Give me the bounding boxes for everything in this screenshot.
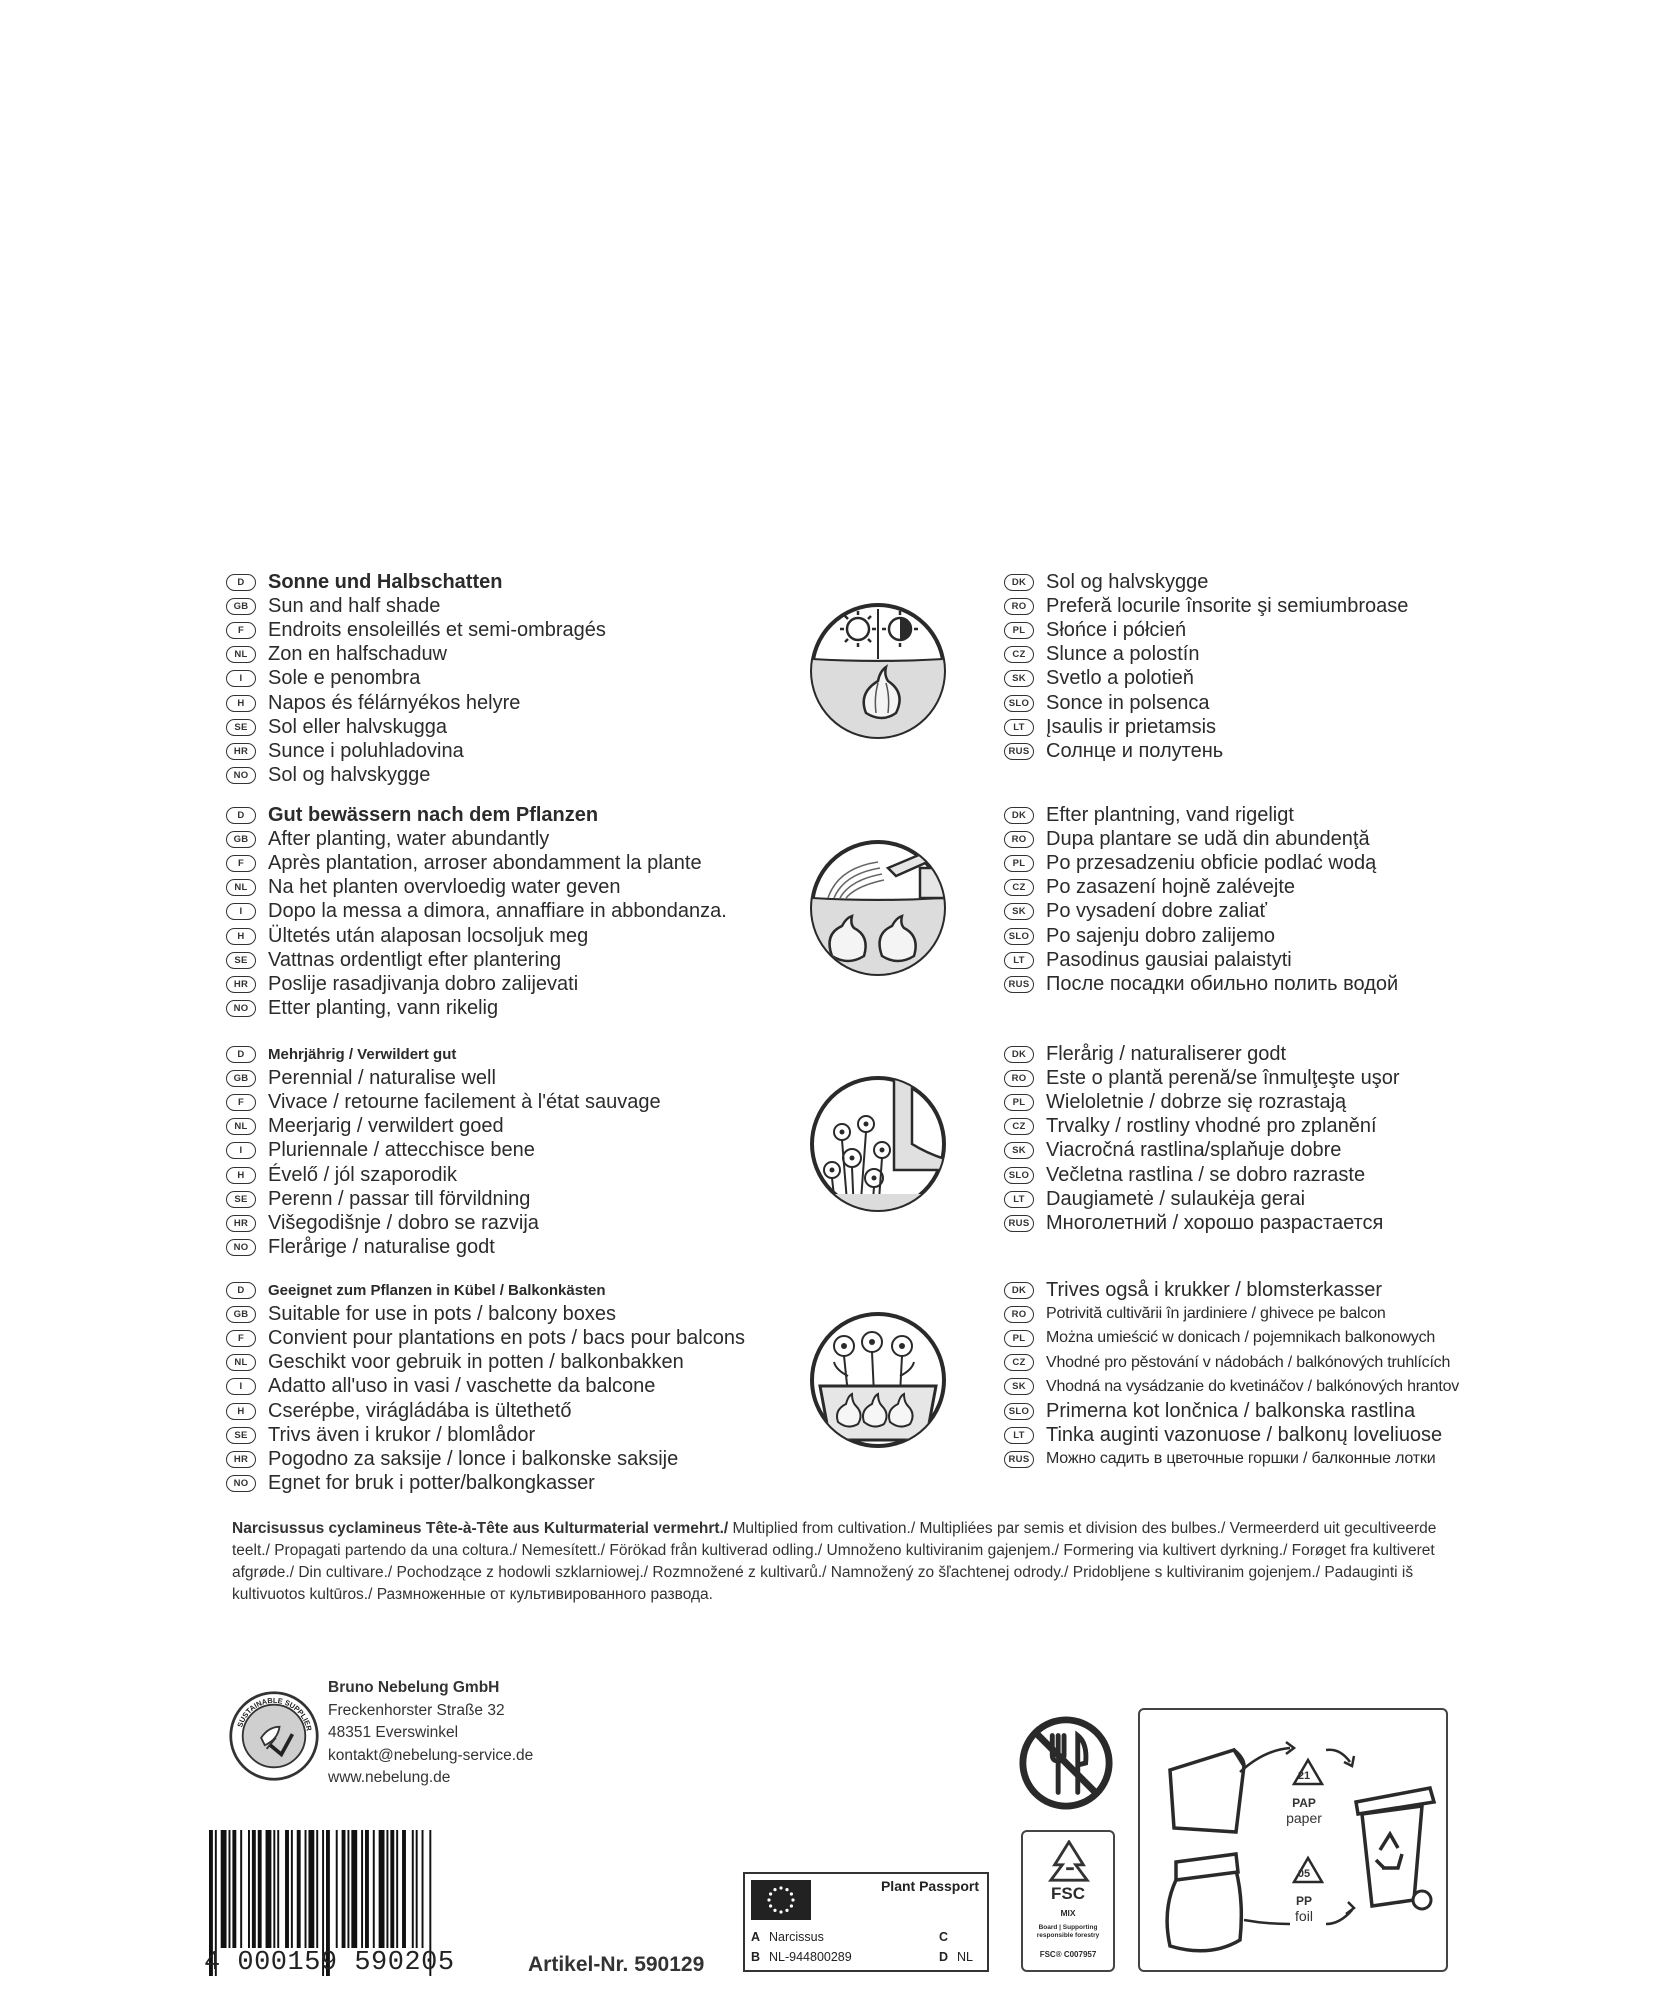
instruction-line — [226, 1375, 806, 1399]
instruction-text: Sol eller halvskugga — [268, 715, 447, 738]
instruction-text: Slunce a polostín — [1046, 643, 1200, 666]
language-badge: D — [226, 1282, 256, 1299]
cultivation-bold: Narcisussus cyclamineus Tête-à-Tête aus Kulturmaterial vermehrt./ — [232, 1520, 729, 1537]
language-badge: RO — [1004, 598, 1034, 615]
barcode-bar — [416, 1830, 418, 1948]
barcode-bar — [396, 1830, 398, 1948]
language-badge: PL — [1004, 855, 1034, 872]
instruction-line — [1004, 803, 1474, 827]
instruction-line — [1004, 594, 1474, 618]
language-badge: NL — [226, 1118, 256, 1135]
instruction-text: Efter plantning, vand rigeligt — [1046, 803, 1294, 826]
language-badge: PL — [1004, 1094, 1034, 1111]
language-badge: SLO — [1004, 695, 1034, 712]
instruction-line — [1004, 851, 1474, 875]
barcode-bar — [266, 1830, 272, 1948]
language-badge: PL — [1004, 622, 1034, 639]
language-badge: F — [226, 622, 256, 639]
language-badge: SE — [226, 1191, 256, 1208]
instruction-text: Sun and half shade — [268, 594, 441, 617]
barcode-bar — [277, 1830, 279, 1948]
fsc-mix: MIX — [1060, 1908, 1076, 1918]
instruction-text: Po przesadzeniu obficie podlać wodą — [1046, 851, 1377, 874]
instruction-text: Trivs även i krukor / blomlådor — [268, 1423, 536, 1446]
instruction-text: Este o plantă perenă/se înmulţeşte uşor — [1046, 1066, 1400, 1089]
language-badge: D — [226, 1046, 256, 1063]
company-email[interactable]: kontakt@nebelung-service.de — [328, 1746, 534, 1764]
pots-section-left — [226, 1278, 806, 1496]
seal-text: SUSTAINABLE SUPPLIER — [235, 1695, 314, 1732]
barcode-bar — [316, 1830, 318, 1948]
barcode-bar — [422, 1830, 424, 1948]
barcode-bar — [308, 1830, 314, 1948]
language-badge: RUS — [1004, 976, 1034, 993]
instruction-line — [226, 876, 806, 900]
instruction-line — [1004, 1163, 1474, 1187]
sun-section-right — [1004, 570, 1474, 764]
barcode-bar — [365, 1830, 369, 1948]
instruction-line — [226, 1139, 806, 1163]
language-badge: SK — [1004, 670, 1034, 687]
instruction-text: Egnet for bruk i potter/balkongkasser — [268, 1472, 595, 1495]
language-badge: DK — [1004, 1046, 1034, 1063]
fsc-logo-text: FSC — [1051, 1884, 1085, 1903]
instruction-text: Po vysadení dobre zaliať — [1046, 900, 1267, 923]
instruction-line — [226, 827, 806, 851]
instruction-line — [1004, 1066, 1474, 1090]
instruction-line — [226, 851, 806, 875]
barcode-bar — [240, 1830, 242, 1948]
barcode-bar — [285, 1830, 289, 1948]
language-badge: I — [226, 1142, 256, 1159]
company-city: 48351 Everswinkel — [328, 1724, 459, 1741]
sun-section-left — [226, 570, 806, 788]
instruction-line — [1004, 1278, 1474, 1302]
pp-code: PP — [1295, 1894, 1312, 1908]
language-badge: SLO — [1004, 1167, 1034, 1184]
language-badge: D — [226, 574, 256, 591]
instruction-text: Sol og halvskygge — [268, 764, 431, 787]
instruction-text: Geeignet zum Pflanzen in Kübel / Balkonkästen — [268, 1281, 606, 1299]
instruction-text: Flerårig / naturaliserer godt — [1046, 1042, 1287, 1065]
instruction-text: Perennial / naturalise well — [268, 1066, 496, 1089]
instruction-text: Perenn / passar till förvildning — [268, 1187, 531, 1210]
pot-planting-icon — [808, 1310, 948, 1450]
instruction-text: Słońce i półcień — [1046, 618, 1187, 641]
language-badge: CZ — [1004, 1118, 1034, 1135]
instruction-line — [226, 1326, 806, 1350]
instruction-line — [226, 1302, 806, 1326]
language-badge: CZ — [1004, 1354, 1034, 1371]
instruction-line — [1004, 827, 1474, 851]
instruction-line — [226, 1090, 806, 1114]
not-food-icon — [1017, 1714, 1115, 1812]
plant-passport-title: Plant Passport — [880, 1878, 979, 1894]
instruction-text: После посадки обильно полить водой — [1046, 972, 1399, 995]
instruction-text: Geschikt voor gebruik in potten / balkonbakken — [268, 1351, 684, 1374]
language-badge: D — [226, 807, 256, 824]
instruction-text: Meerjarig / verwildert goed — [268, 1115, 504, 1138]
instruction-line — [1004, 900, 1474, 924]
barcode-digits: 4 000159 590205 — [204, 1948, 455, 1978]
language-badge: CZ — [1004, 879, 1034, 896]
instruction-line — [1004, 715, 1474, 739]
barcode-bar — [229, 1830, 231, 1948]
language-badge: DK — [1004, 1282, 1034, 1299]
instruction-text: Sole e penombra — [268, 667, 421, 690]
language-badge: GB — [226, 1306, 256, 1323]
barcode-bar — [386, 1830, 388, 1948]
language-badge: LT — [1004, 719, 1034, 736]
instruction-line — [1004, 570, 1474, 594]
passport-a-label: A — [751, 1930, 761, 1944]
watering-can-icon — [808, 838, 948, 978]
instruction-text: Vhodné pro pěstování v nádobách / balkónových truhlících — [1046, 1353, 1451, 1371]
instruction-text: Можно садить в цветочные горшки / балконные лотки — [1046, 1450, 1436, 1468]
recycling-graphic — [1140, 1710, 1446, 1970]
instruction-line — [1004, 1423, 1474, 1447]
instruction-line — [226, 1042, 806, 1066]
instruction-text: Vhodná na vysádzanie do kvetináčov / balkónových hrantov — [1046, 1377, 1460, 1395]
instruction-text: Trvalky / rostliny vhodné pro zplanění — [1046, 1115, 1377, 1138]
language-badge: H — [226, 928, 256, 945]
language-badge: CZ — [1004, 646, 1034, 663]
pp-number: 05 — [1297, 1868, 1311, 1880]
barcode-bar — [379, 1830, 385, 1948]
instruction-text: Można umieścić w donicach / pojemnikach balkonowych — [1046, 1329, 1436, 1347]
instruction-line — [226, 691, 806, 715]
passport-b-value: NL-944800289 — [769, 1950, 852, 1964]
instruction-text: Pogodno za saksije / lonce i balkonske saksije — [268, 1447, 679, 1470]
instruction-text: Etter planting, vann rikelig — [268, 997, 499, 1020]
instruction-line — [1004, 1326, 1474, 1350]
instruction-text: Primerna kot lončnica / balkonska rastlina — [1046, 1399, 1416, 1422]
instruction-line — [1004, 876, 1474, 900]
instruction-text: Endroits ensoleillés et semi-ombragés — [268, 618, 606, 641]
instruction-text: Gut bewässern nach dem Pflanzen — [268, 803, 599, 826]
language-badge: NO — [226, 1475, 256, 1492]
instruction-line — [1004, 1211, 1474, 1235]
fsc-tree-icon — [1045, 1840, 1093, 1884]
plant-passport — [743, 1872, 989, 1972]
sustainable-supplier-seal — [228, 1690, 320, 1782]
language-badge: SK — [1004, 903, 1034, 920]
language-badge: PL — [1004, 1330, 1034, 1347]
instruction-line — [1004, 1375, 1474, 1399]
language-badge: DK — [1004, 807, 1034, 824]
language-badge: LT — [1004, 952, 1034, 969]
fsc-label — [1021, 1830, 1115, 1972]
instruction-line — [226, 972, 806, 996]
company-name: Bruno Nebelung GmbH — [328, 1679, 500, 1696]
instruction-line — [1004, 1042, 1474, 1066]
company-address — [328, 1677, 533, 1790]
barcode-bar — [373, 1830, 375, 1948]
language-badge: SLO — [1004, 1403, 1034, 1420]
language-badge: RO — [1004, 831, 1034, 848]
instruction-line — [226, 1472, 806, 1496]
instruction-text: Po sajenju dobro zalijemo — [1046, 924, 1276, 947]
instruction-text: Preferă locurile însorite şi semiumbroase — [1046, 594, 1409, 617]
language-badge: I — [226, 670, 256, 687]
fsc-description: Board | Supporting responsible forestry — [1036, 1924, 1100, 1939]
article-number: Artikel-Nr. 590129 — [528, 1953, 705, 1976]
language-badge: F — [226, 1330, 256, 1347]
instruction-text: Večletna rastlina / se dobro razraste — [1046, 1163, 1366, 1186]
instruction-text: Après plantation, arroser abondamment la plante — [268, 851, 702, 874]
language-badge: HR — [226, 1451, 256, 1468]
instruction-line — [226, 1351, 806, 1375]
language-badge: SK — [1004, 1378, 1034, 1395]
fsc-code: FSC® C007957 — [1039, 1950, 1097, 1959]
language-badge: HR — [226, 976, 256, 993]
instruction-text: Sol og halvskygge — [1046, 570, 1209, 593]
barcode-bar — [258, 1830, 262, 1948]
instruction-line — [226, 715, 806, 739]
barcode-bar — [252, 1830, 256, 1948]
instruction-line — [226, 643, 806, 667]
water-section-left — [226, 803, 806, 1021]
instruction-text: Sonne und Halbschatten — [268, 570, 503, 593]
barcode-bar — [351, 1830, 357, 1948]
language-badge: NL — [226, 1354, 256, 1371]
instruction-line — [1004, 972, 1474, 996]
instruction-text: Flerårige / naturalise godt — [268, 1236, 495, 1259]
instruction-text: Svetlo a polotieň — [1046, 667, 1194, 690]
instruction-text: Pluriennale / attecchisce bene — [268, 1139, 535, 1162]
passport-row-b — [751, 1950, 852, 1964]
passport-c-label: C — [939, 1930, 949, 1944]
instruction-line — [226, 924, 806, 948]
barcode-bar — [342, 1830, 346, 1948]
water-section-right — [1004, 803, 1474, 997]
instruction-line — [1004, 739, 1474, 763]
language-badge: RUS — [1004, 1451, 1034, 1468]
recycling-info — [1138, 1708, 1448, 1972]
instruction-line — [226, 739, 806, 763]
company-website[interactable]: www.nebelung.de — [328, 1769, 451, 1786]
instruction-line — [1004, 1351, 1474, 1375]
instruction-text: Многолетний / хорошо разрастается — [1046, 1211, 1384, 1234]
instruction-text: Napos és félárnyékos helyre — [268, 691, 521, 714]
barcode-bar — [221, 1830, 227, 1948]
instruction-line — [226, 618, 806, 642]
language-badge: H — [226, 695, 256, 712]
instruction-text: Sunce i poluhladovina — [268, 739, 464, 762]
instruction-line — [1004, 643, 1474, 667]
passport-b-label: B — [751, 1950, 761, 1964]
sun-half-shade-icon — [808, 601, 948, 741]
pap-number: 21 — [1297, 1770, 1311, 1782]
barcode-bar — [402, 1830, 406, 1948]
language-badge: NL — [226, 646, 256, 663]
perennial-section-left — [226, 1042, 806, 1260]
instruction-text: Mehrjährig / Verwildert gut — [268, 1045, 457, 1063]
instruction-text: Trives også i krukker / blomsterkasser — [1046, 1278, 1383, 1301]
barcode-bar — [291, 1830, 293, 1948]
eu-flag-icon — [751, 1880, 811, 1920]
language-badge: F — [226, 855, 256, 872]
language-badge: HR — [226, 1215, 256, 1232]
language-badge: LT — [1004, 1427, 1034, 1444]
perennial-section-right — [1004, 1042, 1474, 1236]
instruction-text: Vivace / retourne facilement à l'état sauvage — [268, 1090, 661, 1113]
instruction-text: Daugiametė / sulaukėja gerai — [1046, 1187, 1306, 1210]
instruction-line — [226, 1423, 806, 1447]
instruction-text: Adatto all'uso in vasi / vaschette da balcone — [268, 1375, 656, 1398]
cultivation-notice — [232, 1518, 1452, 1606]
barcode-bar — [248, 1830, 250, 1948]
language-badge: RUS — [1004, 743, 1034, 760]
pap-word: paper — [1286, 1810, 1322, 1826]
instruction-line — [226, 1236, 806, 1260]
instruction-line — [1004, 691, 1474, 715]
language-badge: SLO — [1004, 928, 1034, 945]
barcode-bar — [361, 1830, 363, 1948]
instruction-text: Įsaulis ir prietamsis — [1046, 715, 1217, 738]
barcode-bar — [273, 1830, 275, 1948]
instruction-line — [1004, 1302, 1474, 1326]
instruction-text: Potrivită cultivării în jardiniere / ghivece pe balcon — [1046, 1305, 1386, 1323]
instruction-line — [226, 594, 806, 618]
instruction-text: Suitable for use in pots / balcony boxes — [268, 1302, 616, 1325]
language-badge: SK — [1004, 1142, 1034, 1159]
language-badge: H — [226, 1167, 256, 1184]
language-badge: GB — [226, 831, 256, 848]
instruction-line — [226, 764, 806, 788]
language-badge: GB — [226, 598, 256, 615]
language-badge: I — [226, 903, 256, 920]
language-badge: F — [226, 1094, 256, 1111]
instruction-text: Vattnas ordentligt efter plantering — [268, 948, 562, 971]
language-badge: SE — [226, 719, 256, 736]
instruction-line — [1004, 618, 1474, 642]
barcode-bar — [336, 1830, 338, 1948]
language-badge: RO — [1004, 1306, 1034, 1323]
instruction-line — [226, 1187, 806, 1211]
instruction-line — [1004, 1115, 1474, 1139]
barcode-bar — [232, 1830, 236, 1948]
instruction-line — [226, 1447, 806, 1471]
barcode-bar — [412, 1830, 414, 1948]
language-badge: GB — [226, 1070, 256, 1087]
barcode-bar — [347, 1830, 349, 1948]
perennial-flowers-icon — [808, 1074, 948, 1214]
instruction-line — [226, 900, 806, 924]
instruction-text: Viacročná rastlina/splaňuje dobre — [1046, 1139, 1342, 1162]
instruction-text: Dopo la messa a dimora, annaffiare in abbondanza. — [268, 900, 727, 923]
language-badge: RUS — [1004, 1215, 1034, 1232]
instruction-text: Sonce in polsenca — [1046, 691, 1210, 714]
instruction-text: Višegodišnje / dobro se razvija — [268, 1211, 539, 1234]
cultivation-rest: Multiplied from cultivation./ Multipliées par semis et division des bulbes./ Vermeerderd uit gecultiveerde teelt./ Propagati partendo da una coltura./ Nemesített./ Förökad från kultiverad odling./ Umnoženo kultiviranim gajenjem./ Formering via kultivert dyrkning./ Forøget fra kultiveret afgrøde./ Din cultivare./ Pochodzące z hodowli szklarniowej./ Rozmnožené z kultivarů./ Namnožený zo šľachtenej odrody./ Pridobljene s kultiviranim gojenjem./ Padauginti iš kultivuotos kultūros./ Размноженные от культивированного развода. — [232, 1520, 1437, 1603]
instruction-text: Солнце и полутень — [1046, 739, 1224, 762]
instruction-line — [226, 997, 806, 1021]
instruction-line — [1004, 948, 1474, 972]
instruction-line — [226, 1211, 806, 1235]
language-badge: HR — [226, 743, 256, 760]
instruction-text: Wieloletnie / dobrze się rozrastają — [1046, 1090, 1347, 1113]
passport-d-label: D — [939, 1950, 949, 1964]
language-badge: SE — [226, 1427, 256, 1444]
language-badge: H — [226, 1403, 256, 1420]
language-badge: DK — [1004, 574, 1034, 591]
instruction-text: Convient pour plantations en pots / bacs pour balcons — [268, 1326, 745, 1349]
company-street: Freckenhorster Straße 32 — [328, 1701, 505, 1719]
instruction-line — [226, 948, 806, 972]
instruction-text: Zon en halfschaduw — [268, 643, 448, 666]
language-badge: NO — [226, 1239, 256, 1256]
instruction-line — [226, 1115, 806, 1139]
instruction-line — [1004, 1447, 1474, 1471]
instruction-line — [226, 1278, 806, 1302]
instruction-line — [1004, 1187, 1474, 1211]
language-badge: RO — [1004, 1070, 1034, 1087]
instruction-line — [226, 1163, 806, 1187]
instruction-line — [1004, 667, 1474, 691]
language-badge: NO — [226, 767, 256, 784]
barcode-bar — [305, 1830, 307, 1948]
language-badge: LT — [1004, 1191, 1034, 1208]
language-badge: NO — [226, 1000, 256, 1017]
language-badge: NL — [226, 879, 256, 896]
instruction-line — [1004, 924, 1474, 948]
language-badge: I — [226, 1378, 256, 1395]
instruction-line — [226, 570, 806, 594]
language-badge: SE — [226, 952, 256, 969]
passport-row-a — [751, 1930, 824, 1944]
instruction-text: Poslije rasadjivanja dobro zalijevati — [268, 972, 579, 995]
passport-row-c — [939, 1930, 957, 1944]
instruction-line — [226, 1066, 806, 1090]
instruction-text: Po zasazení hojně zalévejte — [1046, 876, 1296, 899]
barcode-bar — [390, 1830, 394, 1948]
passport-d-value: NL — [957, 1950, 973, 1964]
instruction-line — [1004, 1090, 1474, 1114]
instruction-text: Pasodinus gausiai palaistyti — [1046, 948, 1292, 971]
instruction-line — [226, 1399, 806, 1423]
passport-row-d — [939, 1950, 973, 1964]
instruction-text: After planting, water abundantly — [268, 827, 550, 850]
barcode-bar — [297, 1830, 301, 1948]
instruction-text: Tinka auginti vazonuose / balkonų loveliuose — [1046, 1423, 1443, 1446]
instruction-text: Ültetés után alaposan locsoljuk meg — [268, 924, 589, 947]
instruction-line — [226, 667, 806, 691]
instruction-line — [1004, 1399, 1474, 1423]
instruction-line — [1004, 1139, 1474, 1163]
instruction-text: Na het planten overvloedig water geven — [268, 876, 621, 899]
pp-word: foil — [1295, 1908, 1313, 1924]
passport-a-value: Narcissus — [769, 1930, 824, 1944]
pap-code: PAP — [1292, 1796, 1316, 1810]
instruction-text: Dupa plantare se udă din abundenţă — [1046, 827, 1370, 850]
instruction-text: Évelő / jól szaporodik — [268, 1163, 457, 1186]
instruction-line — [226, 803, 806, 827]
pots-section-right — [1004, 1278, 1474, 1472]
instruction-text: Cserépbe, virágládába is ültethető — [268, 1399, 572, 1422]
